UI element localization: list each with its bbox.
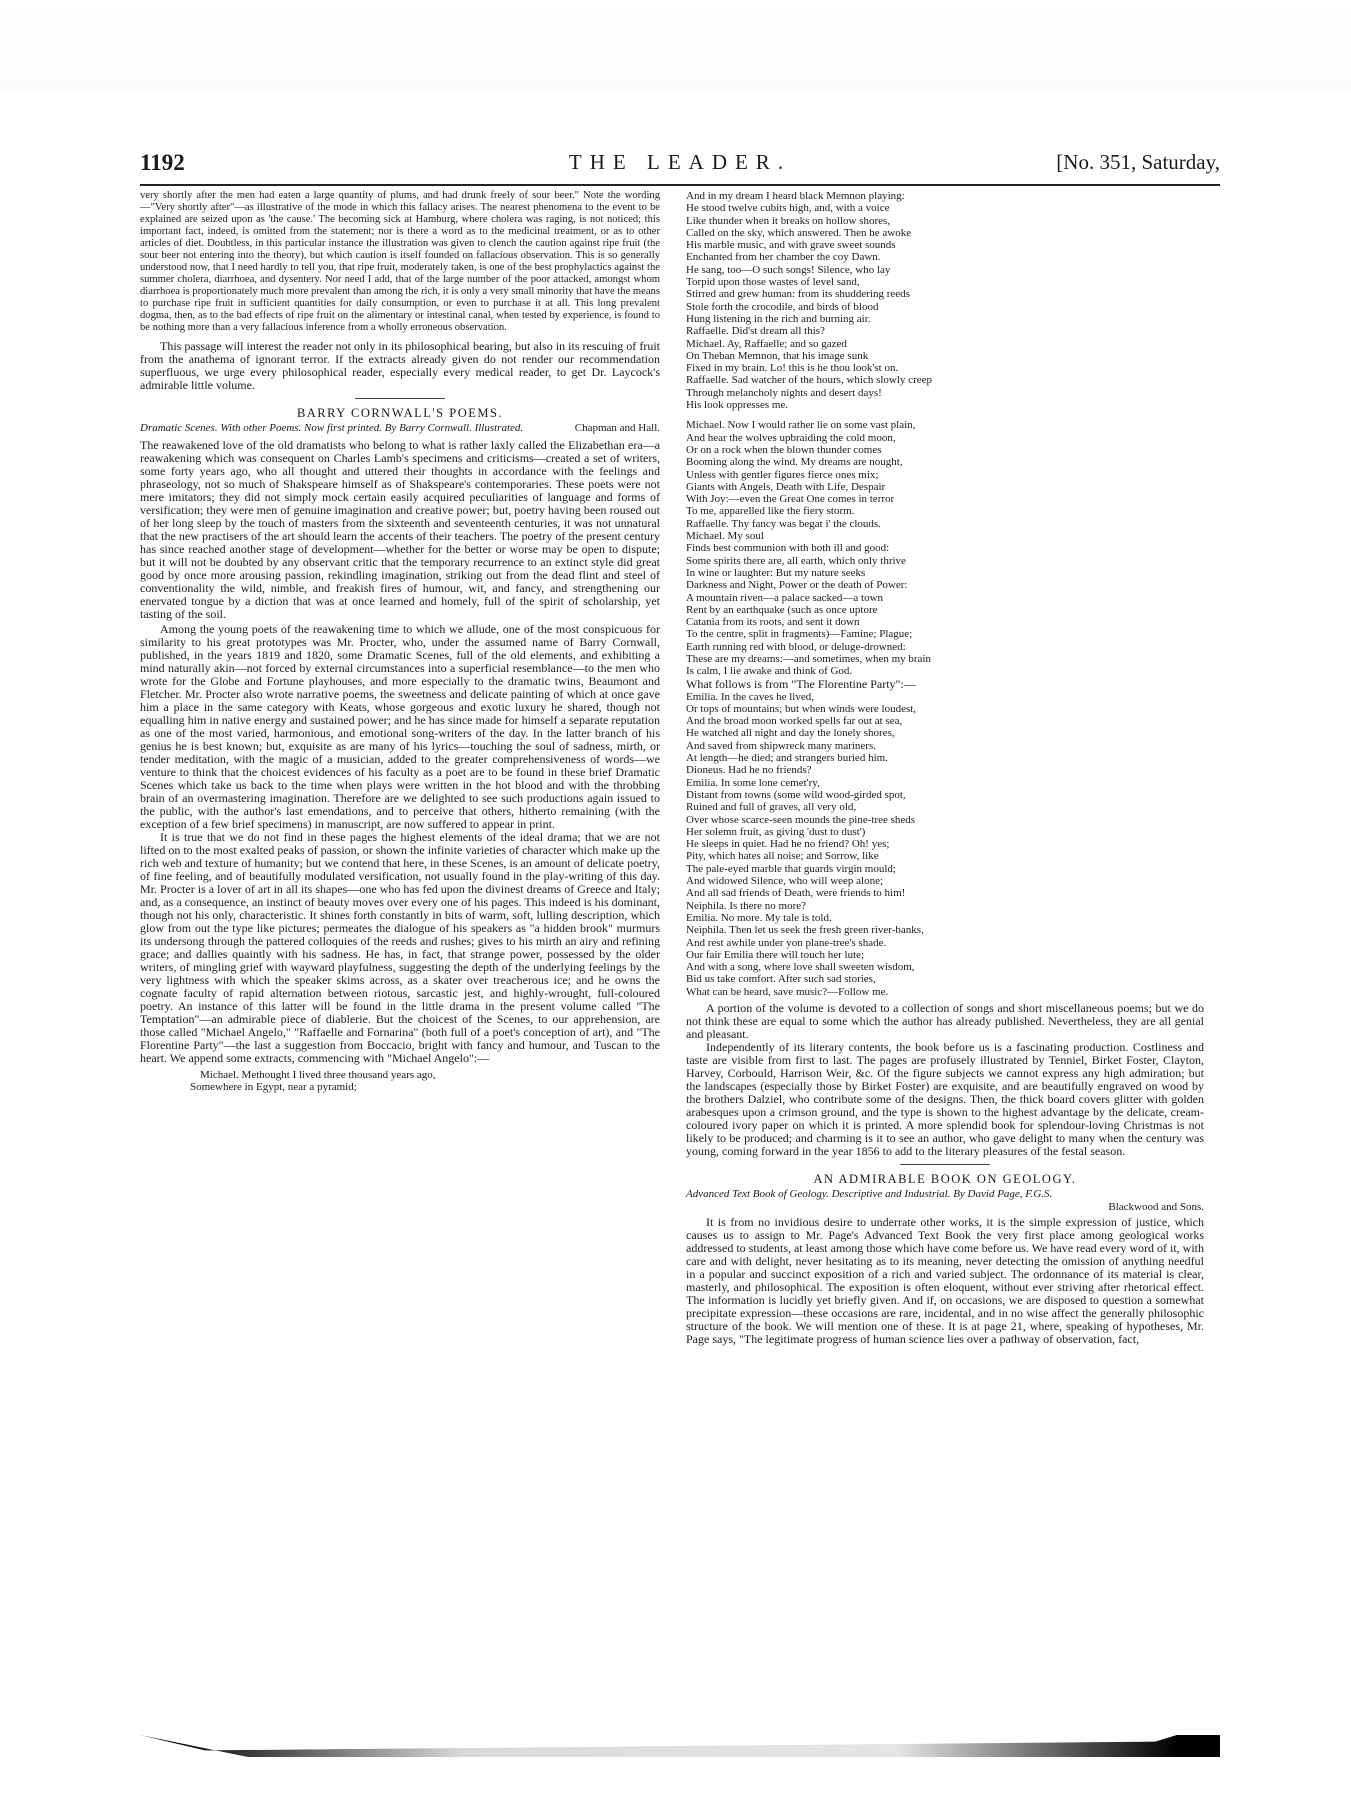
verse-line: And widowed Silence, who will weep alone; — [686, 875, 884, 888]
book-caption-text: Dramatic Scenes. With other Poems. Now first printed. By Barry Cornwall. Illustrated. — [140, 422, 524, 434]
verse-line: Neiphila. Then let us seek the fresh green river-banks, — [686, 924, 924, 937]
article-paragraph: It is from no invidious desire to underrate other works, it is the simple expression of justice, which causes us to assign to Mr. Page's Advanced Text Book the very first place among geological works addressed to students, at least among those which have come before us. We have read every word of it, with care and with delight, never hesitating as to its meaning, never detecting the omission of anything needful in a popular and succinct exposition of a rich and varied subject. The ordonnance of its material is clear, masterly, and philosophical. The exposition is often eloquent, without ever striving after rhetorical effect. The information is lucidly yet briefly given. And if, on occasions, we are disposed to question a somewhat precipitate expression—these occasions are rare, incidental, and in no wise affect the generally philosophic structure of the book. We will mention one of these. It is at page 21, where, speaking of hypotheses, Mr. Page says, "The legitimate progress of human science lies over a pathway of observation, fact, — [686, 1215, 1204, 1346]
verse-line: Through melancholy nights and desert days! — [686, 386, 882, 399]
geology-caption: Advanced Text Book of Geology. Descriptive and Industrial. By David Page, F.G.S. — [686, 1188, 1053, 1200]
verse-block-michael-angelo-2 — [686, 419, 1204, 677]
verse-line: And in my dream I heard black Memnon playing: — [686, 190, 905, 202]
article-paragraph: It is true that we do not find in these pages the highest elements of the ideal drama; that we are not lifted on to the most exalted peaks of passion, or shown the infinite varieties of character which make up the rich web and texture of humanity; but we contend that here, in these Scenes, is an amount of delicate poetry, of fine feeling, and of beautifully modulated versification, not usually found in the play-writing of this day. Mr. Procter is a lover of art in all its shapes—one who has fed upon the divinest dreams of Greece and Italy; and, as a consequence, an instinct of beauty moves over every one of his pages. This indeed is his dominant, though not his only, characteristic. It shines forth constantly in bits of warm, soft, lulling description, which glow from out the type like pictures; permeates the dialogue of his speakers as "a hidden brook" murmurs its undersong through the pattered colloquies of the reeds and rushes; gives to his mirth an airy and refining grace; and dallies quaintly with his sadness. He has, in fact, that strange power, possessed by the older writers, of mingling grief with wayward playfulness, suggesting the depth of the underlying feelings by the very lightness with which the speaker skims across, as a skater over treacherous ice; and he owns the cognate faculty of rapid alternation between riotous, sarcastic jest, and highly-wrought, full-coloured poetry. An instance of this latter will be found in the little drama in the present volume called "The Temptation"—an admirable piece of diablerie. But the choicest of the Scenes, to our apprehension, are those called "Michael Angelo," "Raffaelle and Fornarina" (both full of a poet's conception of art), and "The Florentine Party"—the last a suggestion from Boccacio, bright with fancy and humour, and Tuscan to the heart. We append some extracts, commencing with "Michael Angelo":— — [140, 830, 660, 1065]
verse-line: Somewhere in Egypt, near a pyramid; — [190, 1081, 357, 1094]
verse-line: He watched all night and day the lonely shores, — [686, 727, 895, 740]
right-column — [686, 190, 1204, 1346]
verse-line: Distant from towns (some wild wood-girded spot, — [686, 788, 906, 801]
verse-line: Unless with gentler figures fierce ones mix; — [686, 468, 879, 481]
verse-line: Torpid upon those wastes of level sand, — [686, 276, 860, 289]
verse-line: To the centre, split in fragments)—Famine; Plague; — [686, 628, 913, 641]
verse-block-michael-angelo — [686, 190, 1204, 411]
article-title: BARRY CORNWALL'S POEMS. — [296, 406, 504, 420]
verse-line: Emilia. In some lone cemet'ry, — [686, 776, 820, 789]
verse-line: Booming along the wind. My dreams are nought, — [686, 456, 903, 469]
verse-line: Michael. My soul — [686, 530, 764, 543]
verse-line: Finds best communion with both ill and good: — [686, 542, 890, 555]
verse-line: Or on a rock when the blown thunder comes — [686, 443, 882, 456]
book-caption — [140, 422, 660, 435]
verse-line: Bid us take comfort. After such sad stories, — [686, 973, 876, 986]
verse-line: And hear the wolves upbraiding the cold moon, — [686, 431, 896, 444]
verse-line: Raffaelle. Did'st dream all this? — [686, 325, 825, 338]
verse-line: And with a song, where love shall sweeten wisdom, — [686, 961, 915, 974]
page-number: 1192 — [140, 150, 185, 175]
verse-line: Pity, which hates all noise; and Sorrow, like — [686, 850, 879, 863]
scan-bottom-edge — [140, 1735, 1220, 1757]
previous-article-closing: This passage will interest the reader not only in its philosophical bearing, but also in its rescuing of fruit from the anathema of ignorant terror. If the extracts already given do not render our recommendation superfluous, we urge every philosophical reader, especially every medical reader, to get Dr. Laycock's admirable little volume. — [140, 339, 660, 392]
verse-line: Michael. Ay, Raffaelle; and so gazed — [686, 337, 847, 350]
verse-line: Michael. Methought I lived three thousand years ago, — [200, 1069, 436, 1081]
verse-line: To me, apparelled like the fiery storm. — [686, 505, 855, 518]
geology-publisher: Blackwood and Sons. — [1108, 1201, 1204, 1213]
article-title: AN ADMIRABLE BOOK ON GEOLOGY. — [813, 1172, 1077, 1186]
verse-line: Neiphila. Is there no more? — [686, 899, 807, 912]
verse-line: Hung listening in the rich and burning air. — [686, 312, 871, 325]
verse-line: Michael. Now I would rather lie on some vast plain, — [686, 419, 916, 432]
verse-line: What can be heard, save music?—Follow me. — [686, 985, 889, 998]
verse-line: Our fair Emilia there will touch her lute; — [686, 948, 865, 961]
header-rule — [140, 184, 1220, 186]
article-paragraph: The reawakened love of the old dramatists who belong to what is rather laxly called the Elizabethan era—a reawakening which was consequent on Charles Lamb's specimens and criticisms—created a set of writers, some forty years ago, who all thought and uttered their thoughts in accordance with the feelings and phraseology, not so much of Shakspeare himself as of Shakspeare's contemporaries. These poets were not mere imitators; they did not simply mock certain easily acquired peculiarities of language and forms of versification; they were men of genuine imagination and creative power; but, poetry having been roused out of her long sleep by the touch of masters from the sixteenth and seventeenth centuries, it was not unnatural that the new practisers of the art should learn the accents of their teachers. The poetry of the present century has since reached another stage of development—whether for the better or worse may be open to dispute; but it will not be doubted by any observant critic that the temporary recurrence to an extinct style did great good by once more arousing passion, rekindling imagination, striking out from the dead flint and steel of conventionality the wild, nimble, and freakish fires of humour, wit, and fancy, and strengthening our enervated tongue by a diction that was at once learned and homely, full of the spirit of scholarship, yet tasting of the soil. — [140, 438, 660, 621]
verse-line: At length—he died; and strangers buried him. — [686, 752, 888, 765]
verse-line: Stirred and grew human: from its shuddering reeds — [686, 288, 910, 301]
verse-line: His marble music, and with grave sweet sounds — [686, 239, 896, 252]
verse-line: Enchanted from her chamber the coy Dawn. — [686, 251, 881, 264]
previous-article-quote: very shortly after the men had eaten a large quantity of plums, and had drunk freely of sour beer." Note the wording—"Very shortly after"—as illustrative of the mode in which this fallacy arises. The nearest phenomena to the event to be explained are seized upon as 'the cause.' The becoming sick at Hamburg, where cholera was raging, is not noticed; this important fact, indeed, is omitted from the statement; nor is there a word as to the medicinal treatment, or as to other articles of diet. Doubtless, in this particular instance the illustration was given to clench the caution against ripe fruit (the sour beer not entering into the theory), but which caution is itself founded on fallacious observation. This is so generally understood now, that I need hardly to tell you, that ripe fruit, moderately taken, is one of the best prophylactics against the summer cholera, diarrhoea, and dysentery. Nor need I add, that of the large number of the poor attacked, amongst whom diarrhoea is proportionately much more prevalent than among the rich, it is only a very small minority that have the means to purchase ripe fruit in sufficient quantities for daily consumption, or even to purchase it at all. This long prevalent dogma, then, as to the bad effects of ripe fruit on the alimentary or intestinal canal, when tested by experience, is found to be nothing more than a very fallacious inference from a wholly erroneous observation. — [140, 190, 660, 333]
newspaper-title: THE LEADER. — [568, 150, 792, 174]
verse-line: Rent by an earthquake (such as once uptore — [686, 603, 878, 616]
left-column — [140, 190, 660, 1094]
verse-line: In wine or laughter: But my nature seeks — [686, 566, 866, 579]
verse-line: Some spirits there are, all earth, which only thrive — [686, 554, 906, 567]
verse-line: Ruined and full of graves, all very old, — [686, 801, 857, 814]
verse-line: A mountain riven—a palace sacked—a town — [686, 591, 884, 604]
verse-line: Is calm, I lie awake and think of God. — [686, 665, 853, 678]
verse-line: Raffaelle. Sad watcher of the hours, which slowly creep — [686, 374, 932, 387]
verse-line: Darkness and Night, Power or the death of Power: — [686, 579, 908, 592]
verse-line: Like thunder when it breaks on hollow shores, — [686, 214, 891, 227]
page-header — [140, 150, 1220, 180]
verse-line: Emilia. In the caves he lived, — [686, 690, 814, 703]
verse-line: Over whose scarce-seen mounds the pine-tree sheds — [686, 813, 916, 826]
verse-line: And rest awhile under yon plane-tree's shade. — [686, 936, 887, 949]
verse-line: The pale-eyed marble that guards virgin mould; — [686, 862, 896, 875]
verse-line: And saved from shipwreck many mariners. — [686, 739, 877, 752]
verse-line: Earth running red with blood, or deluge-drowned: — [686, 640, 906, 653]
verse-line: He sleeps in quiet. Had he no friend? Oh! yes; — [686, 838, 890, 851]
verse-line: He stood twelve cubits high, and, with a voice — [686, 202, 890, 215]
verse-line: Stole forth the crocodile, and birds of blood — [686, 300, 879, 313]
verse-line: Her solemn fruit, as giving 'dust to dust') — [686, 825, 866, 838]
verse-line: Fixed in my brain. Lo! this is he thou look'st on. — [686, 362, 899, 375]
verse-line: These are my dreams:—and sometimes, when my brain — [686, 652, 931, 665]
verse-line: Called on the sky, which answered. Then he awoke — [686, 226, 912, 239]
article-paragraph: A portion of the volume is devoted to a collection of songs and short miscellaneous poems; but we do not think these are equal to some which the author has already published. Nevertheless, they are all genial and pleasant. — [686, 1001, 1204, 1041]
verse-line: And the broad moon worked spells far out at sea, — [686, 715, 903, 728]
verse-line: And all sad friends of Death, were friends to him! — [686, 887, 906, 900]
verse-line: Dioneus. Had he no friends? — [686, 764, 812, 777]
section-divider — [355, 398, 445, 399]
verse-line: On Theban Memnon, that his image sunk — [686, 349, 869, 362]
florentine-intro: What follows is from "The Florentine Party":— — [686, 676, 916, 691]
scan-top-margin — [0, 0, 1351, 90]
verse-line: He sang, too—O such songs! Silence, who lay — [686, 263, 891, 276]
verse-line: Giants with Angels, Death with Life, Despair — [686, 480, 886, 493]
article-paragraph: Among the young poets of the reawakening time to which we allude, one of the most conspicuous for similarity to his great prototypes was Mr. Procter, who, under the assumed name of Barry Cornwall, published, in the years 1819 and 1820, some Dramatic Scenes, full of the old elements, and exhibiting a mind naturally akin—not forced by external circumstances into a superficial resemblance—to the men who wrote for the Globe and Fortune playhouses, and more especially to the dramatic twins, Beaumont and Fletcher. Mr. Procter also wrote narrative poems, the sweetness and delicate painting of which at once gave him a place in the same category with Keats, whose gorgeous and exotic luxury he shared, though not equalling him in native energy and sustained power; and he has since made for himself a separate reputation as one of the most varied, harmonious, and emotional song-writers of the day. In the latter branch of his genius he is best known; but, exquisite as are many of his lyrics—touching the soul of sadness, mirth, or tender meditation, with the magic of a musician, added to the greater comprehensiveness of words—we venture to think that the choicest evidences of his faculty as a poet are to be found in these brief Dramatic Scenes which take us back to the time when plays were written in the hot blood and with the throbbing brain of an overmastering imagination. Therefore are we delighted to see such productions again issued to the public, with the author's last emendations, and to perceive that others, hitherto remaining (with the exception of a few brief specimens) in manuscript, are now suffered to appear in print. — [140, 622, 660, 831]
verse-line: Or tops of mountains; but when winds were loudest, — [686, 702, 917, 715]
verse-line: Emilia. No more. My tale is told. — [686, 911, 832, 924]
article-paragraph: Independently of its literary contents, the book before us is a fascinating production. Costliness and taste are visible from first to last. The pages are profusely illustrated by Tenniel, Birket Foster, Clayton, Harvey, Corbould, Harrison Weir, &c. Of the figure subjects we cannot express any high admiration; but the landscapes (especially those by Birket Foster) are exquisite, and are beautifully engraved on wood by the brothers Dalziel, who contribute some of the designs. Then, the thick board covers glitter with golden arabesques upon a crimson ground, and the type is shown to the highest advantage by the delicate, cream-coloured ivory paper on which it is printed. A more splendid book for splendour-loving Christmas is not likely to be produced; and charming is it to see an author, who gave delight to many when the century was young, coming forward in the year 1856 to add to the literary pleasures of the festal season. — [686, 1040, 1204, 1158]
issue-label: [No. 351, Saturday, — [1056, 150, 1220, 174]
verse-block-florentine — [686, 691, 1204, 998]
verse-line: With Joy:—even the Great One comes in terror — [686, 493, 895, 506]
section-divider — [900, 1164, 990, 1165]
book-publisher: Chapman and Hall. — [574, 422, 660, 434]
verse-line: Catania from its roots, and sent it down — [686, 616, 860, 629]
verse-line: His look oppresses me. — [686, 399, 789, 412]
verse-line: Raffaelle. Thy fancy was begat i' the clouds. — [686, 517, 881, 530]
